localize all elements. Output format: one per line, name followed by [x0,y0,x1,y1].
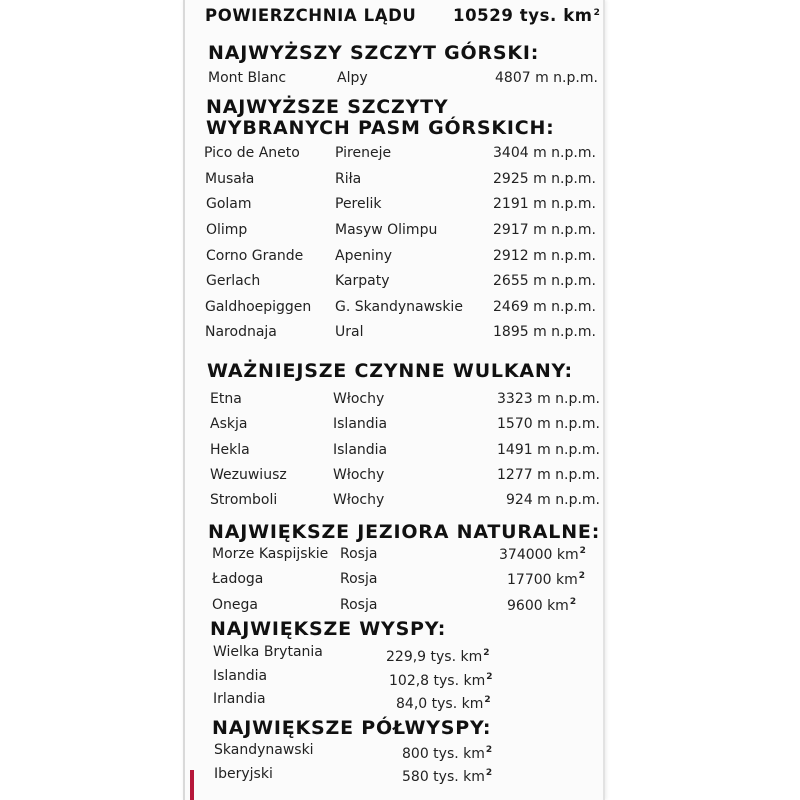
volcano-height: 1570 m n.p.m. [497,416,600,432]
land-area-value [453,6,600,25]
island-area-value: 229,9 tys. km [386,649,483,665]
volcano-height: 924 m n.p.m. [506,492,601,508]
volcano-name: Wezuwiusz [210,467,287,483]
peninsula-area [402,745,492,762]
land-area-number: 10529 tys. km [453,6,593,25]
range-peak-name: Narodnaja [205,324,277,340]
volcano-height: 1277 m n.p.m. [497,467,600,483]
range-peak-height: 2655 m n.p.m. [493,273,596,289]
island-area [396,695,491,712]
range-peak-range: Riła [335,171,362,187]
lake-country: Rosja [340,546,378,562]
lake-name: Onega [212,597,258,613]
peak-range: Alpy [337,70,368,86]
range-peak-height: 2469 m n.p.m. [493,299,596,315]
range-peak-height: 2912 m n.p.m. [493,248,596,264]
lake-area-value: 17700 km [507,572,578,588]
section-islands-title: NAJWIĘKSZE WYSPY: [210,618,447,640]
volcano-name: Etna [210,391,242,407]
volcano-country: Włochy [333,391,385,407]
volcano-name: Stromboli [210,492,278,508]
peninsula-area [402,768,492,785]
range-peak-height: 2917 m n.p.m. [493,222,596,238]
range-peak-height: 2191 m n.p.m. [493,196,596,212]
lake-area [507,597,576,614]
range-peak-height: 2925 m n.p.m. [493,171,596,187]
island-area [389,672,493,689]
island-area-value: 102,8 tys. km [389,673,486,689]
volcano-height: 3323 m n.p.m. [497,391,600,407]
section-peninsulas-title: NAJWIĘKSZE PÓŁWYSPY: [212,717,492,739]
range-peak-range: Ural [335,324,364,340]
range-peak-range: G. Skandynawskie [335,299,463,315]
island-area [386,648,490,665]
lake-name: Ładoga [212,571,264,587]
section-range-peaks-title-line2: WYBRANYCH PASM GÓRSKICH: [206,117,555,139]
island-area-superscript: 2 [486,672,493,682]
range-peak-name: Pico de Aneto [204,145,300,161]
island-name: Irlandia [213,691,266,707]
peninsula-name: Iberyjski [214,766,273,782]
range-peak-name: Golam [206,196,252,212]
range-peak-height: 1895 m n.p.m. [493,324,596,340]
section-volcanoes-title: WAŻNIEJSZE CZYNNE WULKANY: [207,360,573,382]
volcano-country: Islandia [333,416,388,432]
range-peak-name: Corno Grande [206,248,304,264]
section-lakes-title: NAJWIĘKSZE JEZIORA NATURALNE: [208,521,601,543]
peninsula-area-value: 580 tys. km [402,769,485,785]
volcano-country: Islandia [333,442,388,458]
peninsula-name: Skandynawski [214,742,314,758]
lake-country: Rosja [340,571,378,587]
land-area-superscript: 2 [593,8,601,18]
volcano-country: Włochy [333,467,385,483]
island-area-superscript: 2 [483,648,490,658]
lake-area-superscript: 2 [578,571,585,581]
lake-area [507,571,585,588]
island-area-superscript: 2 [484,695,491,705]
peak-name: Mont Blanc [208,70,287,86]
range-peak-range: Apeniny [335,248,392,264]
peninsula-area-superscript: 2 [485,745,493,755]
panel-accent-strip [190,770,194,800]
range-peak-range: Karpaty [335,273,390,289]
range-peak-range: Perelik [335,196,382,212]
range-peak-height: 3404 m n.p.m. [493,145,596,161]
volcano-name: Askja [210,416,248,432]
island-area-value: 84,0 tys. km [396,696,484,712]
range-peak-range: Pireneje [335,145,392,161]
lake-area [499,546,586,563]
range-peak-name: Olimp [206,222,248,238]
lake-area-value: 374000 km [499,547,579,563]
panel-right-edge [603,0,605,800]
range-peak-range: Masyw Olimpu [335,222,438,238]
range-peak-name: Galdhoepiggen [205,299,312,315]
island-name: Wielka Brytania [213,644,323,660]
range-peak-name: Gerlach [206,273,261,289]
lake-area-superscript: 2 [569,597,577,607]
peninsula-area-value: 800 tys. km [402,746,485,762]
volcano-country: Włochy [333,492,385,508]
lake-area-value: 9600 km [507,598,569,614]
lake-area-superscript: 2 [579,546,586,556]
island-name: Islandia [213,668,268,684]
lake-name: Morze Kaspijskie [212,546,329,562]
panel-left-edge [183,0,185,800]
section-range-peaks-title-line1: NAJWYŻSZE SZCZYTY [206,96,449,118]
section-highest-peak-title: NAJWYŻSZY SZCZYT GÓRSKI: [208,42,540,64]
volcano-name: Hekla [210,442,250,458]
volcano-height: 1491 m n.p.m. [497,442,600,458]
land-area-label: POWIERZCHNIA LĄDU [205,6,417,25]
range-peak-name: Musała [205,171,255,187]
lake-country: Rosja [340,597,378,613]
peak-height: 4807 m n.p.m. [495,70,598,86]
peninsula-area-superscript: 2 [485,768,493,778]
